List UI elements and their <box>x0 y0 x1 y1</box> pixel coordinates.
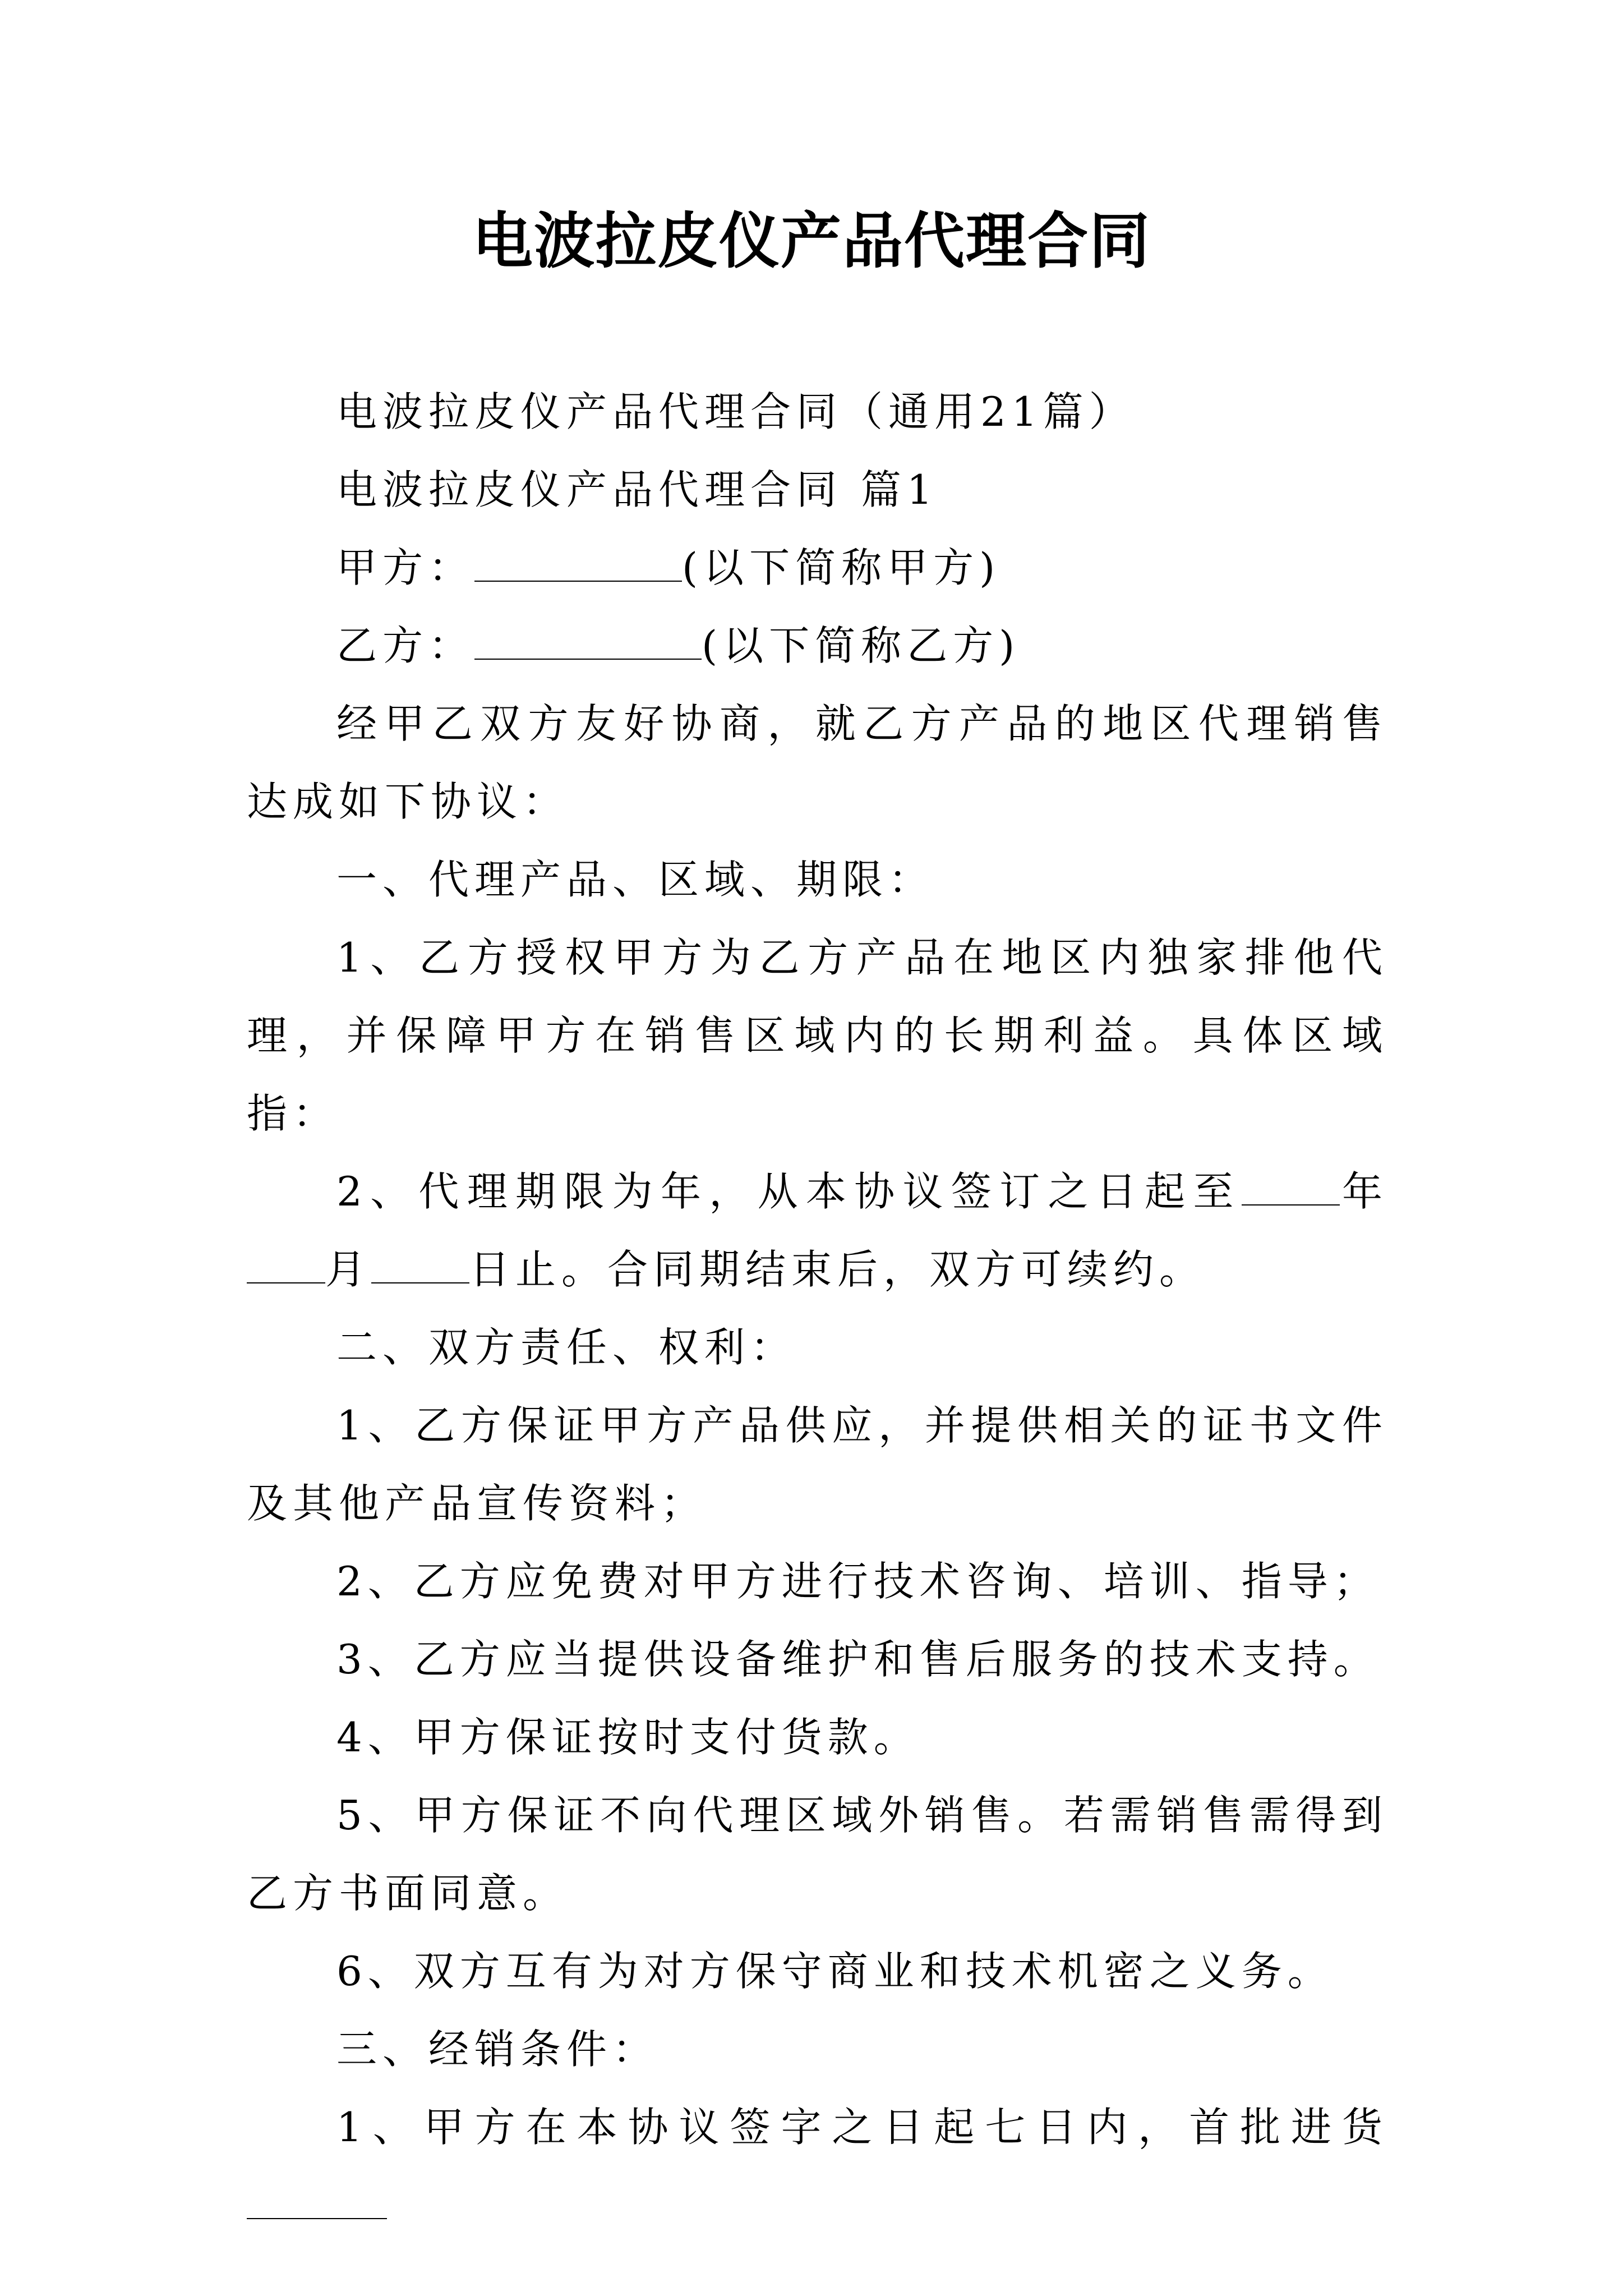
paragraph-clause-2-6: 6、双方互有为对方保守商业和技术机密之义务。 <box>336 1948 1334 1995</box>
paragraph-clause-2-1: 1、乙方保证甲方产品供应，并提供相关的证书文件及其他产品宣传资料； <box>247 1402 1388 1527</box>
paragraph-party-a: 甲方： (以下简称甲方) <box>336 544 1001 591</box>
paragraph-heading-1: 一、代理产品、区域、期限： <box>336 856 935 903</box>
paragraph-clause-2-4: 4、甲方保证按时支付货款。 <box>336 1714 920 1761</box>
paragraph-section-heading: 电波拉皮仪产品代理合同 篇1 <box>336 466 938 513</box>
paragraph-clause-1-1: 1、乙方授权甲方为乙方产品在地区内独家排他代理，并保障甲方在销售区域内的长期利益。具体区域指： <box>247 934 1388 1137</box>
paragraph-heading-3: 三、经销条件： <box>336 2026 659 2073</box>
paragraph-heading-2: 二、双方责任、权利： <box>336 1324 797 1371</box>
paragraph-intro: 经甲乙双方友好协商，就乙方产品的地区代理销售达成如下协议： <box>247 700 1388 825</box>
blank-line <box>371 1250 469 1283</box>
paragraph-clause-3-1: 1、甲方在本协议签字之日起七日内，首批进货 <box>247 2088 1388 2244</box>
paragraph-clause-2-2: 2、乙方应免费对甲方进行技术咨询、培训、指导； <box>336 1558 1380 1605</box>
paragraph-clause-2-3: 3、乙方应当提供设备维护和售后服务的技术支持。 <box>336 1636 1380 1683</box>
paragraph-clause-2-5: 5、甲方保证不向代理区域外销售。若需销售需得到乙方书面同意。 <box>247 1792 1388 1917</box>
paragraph-subtitle: 电波拉皮仪产品代理合同（通用21篇） <box>336 388 1135 435</box>
blank-line <box>474 626 702 660</box>
blank-line <box>1242 1172 1340 1205</box>
blank-line <box>247 2185 387 2219</box>
document-body <box>247 373 1388 2244</box>
paragraph-party-b: 乙方： (以下简称乙方) <box>336 622 1021 669</box>
blank-line <box>247 1250 325 1283</box>
paragraph-clause-1-2: 2、代理期限为年，从本协议签订之日起至 年月 日止。合同期结束后，双方可续约。 <box>247 1153 1388 1309</box>
blank-line <box>474 548 682 582</box>
document-title: 电波拉皮仪产品代理合同 <box>472 206 1151 277</box>
